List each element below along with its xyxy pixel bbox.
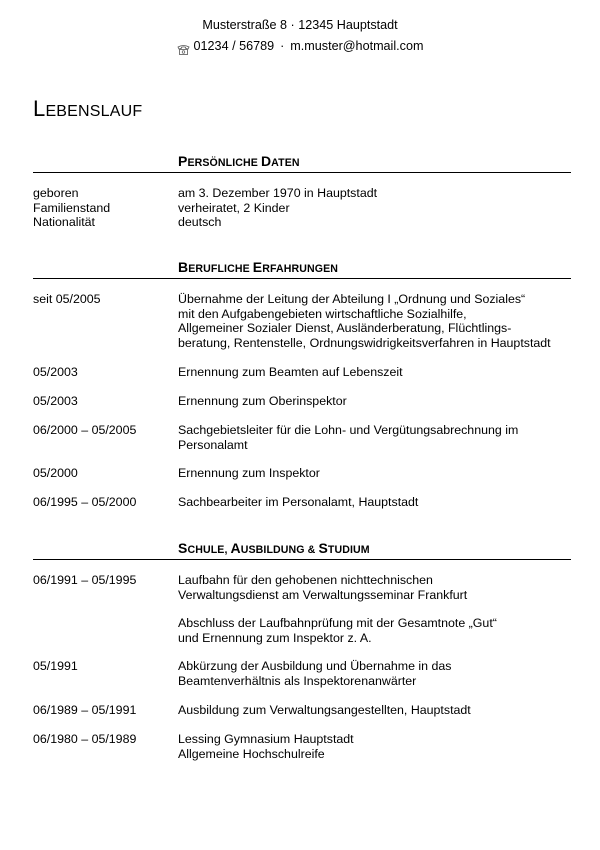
entry-description: Übernahme der Leitung der Abteilung I „Ordnung und Soziales“ mit den Aufgabengebieten wirtschaftliche Sozialhilfe, Allgemeiner Sozialer Dienst, Ausländerberatung, Flüchtlings- beratung, Rentenstelle, Ordnungswidrigkeitsverfahren in Hauptstadt: [178, 292, 551, 350]
section-career: [33, 254, 571, 509]
entry-description: Ausbildung zum Verwaltungsangestellten, Hauptstadt: [178, 703, 471, 717]
section-heading-career: BERUFLICHE ERFAHRUNGEN: [33, 254, 571, 279]
entry-description: Sachgebietsleiter für die Lohn- und Vergütungsabrechnung im Personalamt: [178, 423, 519, 452]
separator-dot: ·: [280, 39, 285, 53]
entry-description: Ernennung zum Inspektor: [178, 466, 320, 480]
entry-description: Laufbahn für den gehobenen nichttechnischen Verwaltungsdienst am Verwaltungsseminar Frankfurt: [178, 573, 468, 602]
phone-icon: [177, 41, 190, 52]
entry-date: 06/1989 – 05/1991: [33, 703, 137, 717]
email-address: m.muster@hotmail.com: [290, 39, 424, 53]
page-title: LEBENSLAUF: [33, 96, 143, 121]
entry-date: 06/2000 – 05/2005: [33, 423, 137, 437]
entry-date: 05/2003: [33, 365, 78, 379]
value-nationality: deutsch: [178, 215, 222, 229]
label-born: geboren: [33, 186, 79, 200]
entry-description: Abkürzung der Ausbildung und Übernahme in das Beamtenverhältnis als Inspektorenanwärter: [178, 659, 452, 688]
address-line: Musterstraße 8 · 12345 Hauptstadt: [202, 18, 398, 32]
section-education: [33, 535, 571, 761]
section-heading-personal: PERSÖNLICHE DATEN: [33, 148, 571, 173]
entry-date: 06/1995 – 05/2000: [33, 495, 137, 509]
entry-date: seit 05/2005: [33, 292, 101, 306]
entry-date: 06/1991 – 05/1995: [33, 573, 137, 587]
entry-description: Ernennung zum Beamten auf Lebenszeit: [178, 365, 403, 379]
entry-date: 05/1991: [33, 659, 78, 673]
entry-description: Lessing Gymnasium Hauptstadt Allgemeine Hochschulreife: [178, 732, 354, 761]
entry-date: 05/2003: [33, 394, 78, 408]
section-personal: [33, 148, 571, 229]
value-family: verheiratet, 2 Kinder: [178, 200, 290, 215]
entry-description: Abschluss der Laufbahnprüfung mit der Gesamtnote „Gut“ und Ernennung zum Inspektor z. A.: [178, 616, 497, 645]
label-family: Familienstand: [33, 200, 111, 215]
entry-description: Sachbearbeiter im Personalamt, Hauptstadt: [178, 495, 419, 509]
entry-date: 05/2000: [33, 466, 78, 480]
value-born: am 3. Dezember 1970 in Hauptstadt: [178, 186, 378, 200]
label-nationality: Nationalität: [33, 215, 95, 229]
contact-line: [0, 36, 600, 57]
entry-description: Ernennung zum Oberinspektor: [178, 394, 347, 408]
entry-date: 06/1980 – 05/1989: [33, 732, 137, 746]
section-heading-education: SCHULE, AUSBILDUNG & STUDIUM: [33, 535, 571, 560]
phone-number: 01234 / 56789: [193, 39, 275, 53]
contact-header: [0, 15, 600, 57]
